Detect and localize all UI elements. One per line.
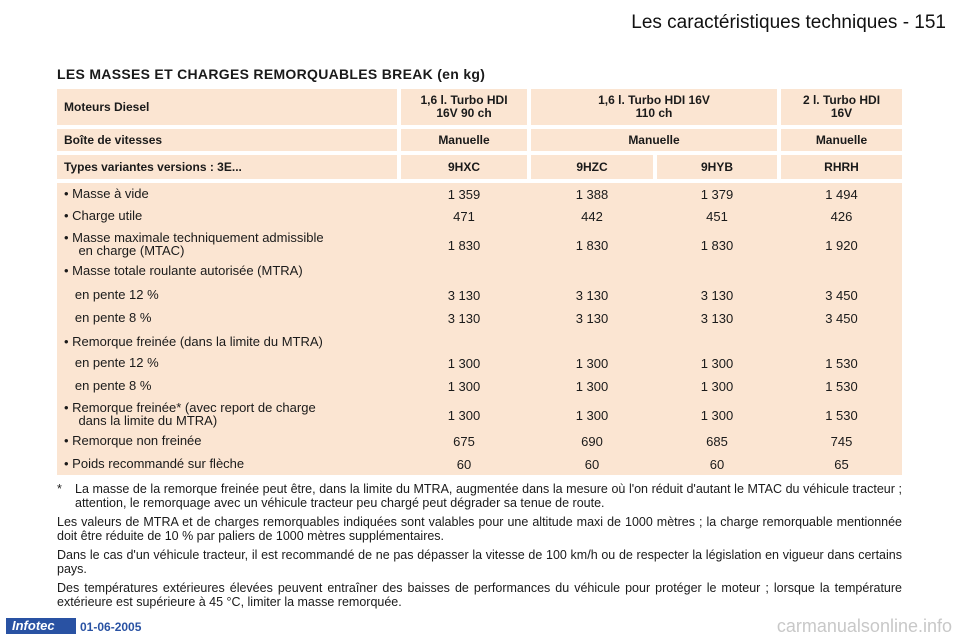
watermark: carmanualsonline.info — [776, 616, 952, 636]
row-value: 690 — [581, 434, 603, 449]
row-value: 1 300 — [447, 379, 481, 394]
row-value: 1 300 — [700, 408, 734, 423]
row-value: 1 920 — [825, 238, 858, 253]
types-row — [57, 155, 902, 179]
types-label: Types variantes versions : 3E... — [57, 155, 397, 179]
gearbox-label: Boîte de vitesses — [57, 129, 397, 151]
gearbox-3: Manuelle — [781, 129, 902, 151]
row-label: en pente 12 % — [64, 355, 159, 370]
gearbox-2: Manuelle — [531, 129, 777, 151]
footnote-mark: * — [57, 482, 62, 496]
row-value: 471 — [453, 209, 475, 224]
engine-label: Moteurs Diesel — [57, 89, 397, 125]
row-value: 3 130 — [700, 311, 734, 326]
gearbox-1: Manuelle — [401, 129, 527, 151]
type-2: 9HZC — [531, 155, 653, 179]
type-4: RHRH — [781, 155, 902, 179]
type-3: 9HYB — [657, 155, 777, 179]
footnote — [57, 482, 902, 510]
row-value: 442 — [581, 209, 603, 224]
row-label: • Masse totale roulante autorisée (MTRA) — [64, 263, 303, 278]
row-value: 3 130 — [447, 288, 481, 303]
row-label: • Charge utile — [64, 208, 143, 223]
row-value: 1 300 — [575, 379, 609, 394]
row-label: • Remorque freinée (dans la limite du MTRA) — [64, 334, 323, 349]
note-speed: Dans le cas d'un véhicule tracteur, il est recommandé de ne pas dépasser la vitesse de 100 km/h ou de respecter la législation en vigueur dans certains pays. — [57, 548, 902, 576]
engine-2: 1,6 l. Turbo HDI 16V 110 ch — [531, 89, 777, 125]
row-value: 1 388 — [575, 187, 609, 202]
footnote-text: La masse de la remorque freinée peut être, dans la limite du MTRA, augmentée dans la mesure où l'on réduit d'autant le MTAC du véhicule tracteur ; attention, le remorquage avec un véhicule tracteur peu chargé peut dégrader sa tenue de route. — [75, 482, 902, 510]
row-value: 1 300 — [700, 356, 734, 371]
row-value: 1 300 — [575, 356, 609, 371]
row-value: 1 494 — [825, 187, 858, 202]
row-value: 65 — [834, 457, 849, 472]
type-1: 9HXC — [401, 155, 527, 179]
section-title: LES MASSES ET CHARGES REMORQUABLES BREAK (en kg) — [57, 66, 486, 82]
gearbox-row — [57, 129, 902, 151]
row-value: 685 — [706, 434, 728, 449]
row-label: • Poids recommandé sur flèche — [64, 456, 245, 471]
row-value: 60 — [456, 457, 472, 472]
row-value: 3 450 — [825, 288, 858, 303]
row-value: 1 830 — [447, 238, 481, 253]
row-value: 3 130 — [575, 311, 609, 326]
row-label: • Masse à vide — [64, 186, 149, 201]
notes — [57, 482, 902, 614]
row-value: 3 450 — [825, 311, 858, 326]
row-value: 1 530 — [825, 356, 858, 371]
row-value: 1 300 — [447, 408, 481, 423]
row-value: 3 130 — [575, 288, 609, 303]
row-value: 1 530 — [825, 408, 858, 423]
row-label: • Remorque freinée* (avec report de charge dans la limite du MTRA) — [64, 400, 316, 428]
spec-table — [57, 89, 902, 472]
row-value: 1 830 — [575, 238, 609, 253]
row-value: 3 130 — [700, 288, 734, 303]
row-value: 1 379 — [700, 187, 734, 202]
engine-row — [57, 89, 902, 125]
values-block — [57, 183, 902, 475]
row-value: 60 — [584, 457, 600, 472]
note-altitude: Les valeurs de MTRA et de charges remorquables indiquées sont valables pour une altitude maxi de 1000 mètres ; la charge remorquable mentionnée doit être réduite de 10 % par paliers de 1000 mètres supplémentaires. — [57, 515, 902, 543]
row-label: • Remorque non freinée — [64, 433, 202, 448]
row-value: 1 530 — [825, 379, 858, 394]
row-value: 745 — [830, 434, 853, 449]
row-value: 60 — [709, 457, 725, 472]
row-label: • Masse maximale techniquement admissible en charge (MTAC) — [64, 230, 324, 258]
row-value: 3 130 — [447, 311, 481, 326]
row-value: 1 300 — [447, 356, 481, 371]
row-label: en pente 8 % — [64, 310, 152, 325]
row-value: 1 359 — [447, 187, 481, 202]
footer-date: 01-06-2005 — [80, 620, 142, 634]
row-value: 451 — [706, 209, 728, 224]
row-label: en pente 12 % — [64, 287, 159, 302]
row-value: 426 — [830, 209, 853, 224]
row-value: 1 300 — [575, 408, 609, 423]
engine-1: 1,6 l. Turbo HDI 16V 90 ch — [401, 89, 527, 125]
page-header-title: Les caractéristiques techniques - 151 — [631, 12, 946, 33]
row-label: en pente 8 % — [64, 378, 152, 393]
note-temperature: Des températures extérieures élevées peuvent entraîner des baisses de performances du véhicule pour protéger le moteur ; lorsque la température extérieure est supérieure à 45 °C, limiter la masse remorquée. — [57, 581, 902, 609]
row-value: 1 300 — [700, 379, 734, 394]
row-value: 675 — [453, 434, 475, 449]
row-value: 1 830 — [700, 238, 734, 253]
infotec-logo: Infotec — [6, 618, 76, 634]
engine-3: 2 l. Turbo HDI 16V — [781, 89, 902, 125]
